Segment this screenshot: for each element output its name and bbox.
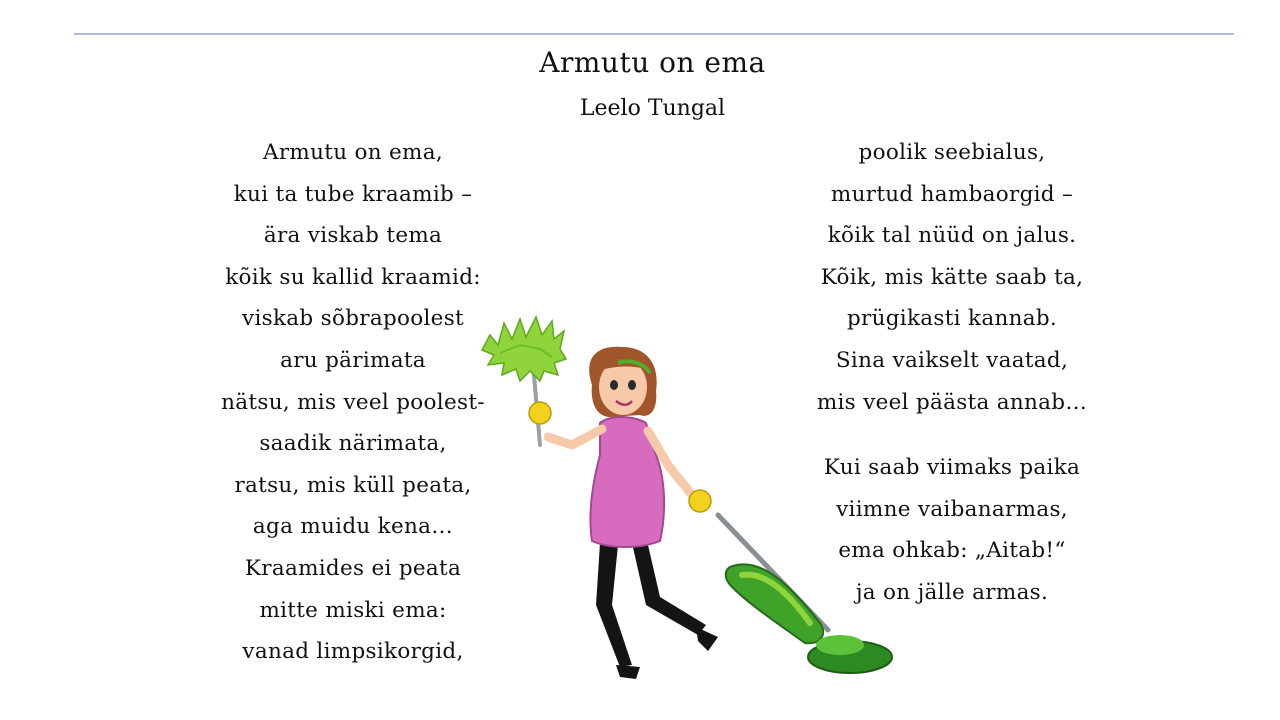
poem-line: Kõik, mis kätte saab ta, [820,264,1084,290]
woman-head [589,347,657,417]
poem-line: murtud hambaorgid – [830,181,1074,207]
poem-line: ära viskab tema [263,223,443,249]
left-glove [529,402,551,424]
poem-line: mitte miski ema: [259,597,447,623]
woman-legs [596,543,718,679]
poem-line: aga muidu kena… [252,514,454,540]
poem-title: Armutu on ema [539,46,766,79]
poem-line: kui ta tube kraamib – [233,181,473,207]
poem-line: poolik seebialus, [858,140,1046,165]
vacuum-cleaner-icon [718,515,892,673]
poem-author: Leelo Tungal [579,96,726,121]
poem-line: ratsu, mis küll peata, [234,472,472,498]
left-arm [548,429,602,445]
poem-line: vanad limpsikorgid, [242,639,464,665]
poem-line: Armutu on ema, [263,140,443,165]
poem-line: viskab sõbrapoolest [242,306,464,332]
cleaning-woman-illustration [460,305,900,685]
poem-line: kõik tal nüüd on jalus. [827,223,1077,249]
feather-duster-icon [482,317,566,445]
poem-line: Kraamides ei peata [244,555,462,581]
poem-line: Sina vaikselt vaatad, [835,347,1069,373]
poem-line: Kui saab viimaks paika [823,455,1081,481]
poem-line: ema ohkab: „Aitab!“ [838,538,1066,564]
poem-line: saadik närimata, [259,431,447,457]
poem-line: ja on jälle armas. [855,579,1049,605]
top-divider-line [74,33,1234,35]
poem-line: kõik su kallid kraamid: [225,264,481,290]
poem-line: prügikasti kannab. [846,306,1058,332]
right-glove [689,490,711,512]
poem-line: viimne vaibanarmas, [836,496,1068,522]
poem-line: mis veel päästa annab… [816,389,1088,415]
poem-line: aru pärimata [280,347,426,373]
poem-line: nätsu, mis veel poolest- [221,389,485,415]
